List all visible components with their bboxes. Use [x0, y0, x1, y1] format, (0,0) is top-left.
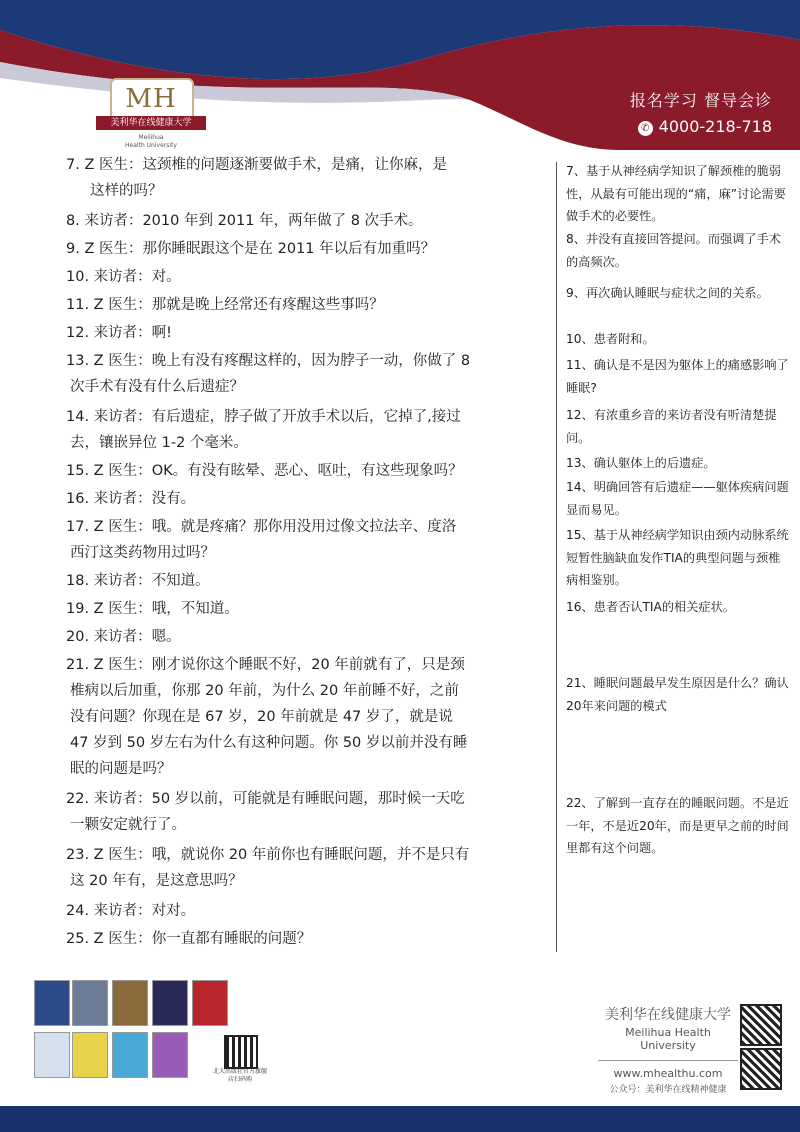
dialogue-line: 15. Z 医生：OK。有没有眩晕、恶心、呕吐，有这些现象吗？ [66, 463, 463, 479]
annotation-note: 10、患者附和。 [566, 332, 655, 346]
dialogue-line: 17. Z 医生：哦。就是疼痛？那你用没用过像文拉法辛、度洛 [66, 519, 457, 535]
footer-wechat: 公众号：美利华在线精神健康 [609, 1085, 727, 1095]
dialogue-line: 16. 来访者：没有。 [66, 491, 196, 507]
dialogue-line: 没有问题？你现在是 67 岁，20 年前就是 47 岁了，就是说 [70, 709, 453, 725]
page-header [0, 0, 800, 160]
footer-website[interactable]: www.mhealthu.com [613, 1067, 723, 1080]
dialogue-line: 11. Z 医生：那就是晚上经常还有疼醒这些事吗？ [66, 297, 384, 313]
annotation-note: 8、并没有直接回答提问。而强调了手术的高频次。 [566, 232, 781, 269]
dialogue-line: 18. 来访者：不知道。 [66, 573, 210, 589]
annotation-note: 22、了解到一直存在的睡眠问题。不是近一年，不是近20年，而是更早之前的时间里都有这个问题。 [566, 796, 789, 855]
dialogue-line: 次手术有没有什么后遗症？ [70, 379, 244, 395]
dialogue-line: 7. Z 医生：这颈椎的问题逐渐要做手术，是痛，让你麻，是 [66, 157, 447, 173]
book-cover[interactable] [112, 1032, 148, 1078]
footer-university-name: 美利华在线健康大学 [605, 1007, 731, 1023]
book-cover[interactable] [152, 980, 188, 1026]
dialogue-line: 25. Z 医生：你一直都有睡眠的问题？ [66, 931, 312, 947]
dialogue-line: 19. Z 医生：哦，不知道。 [66, 601, 239, 617]
annotation-note: 13、确认躯体上的后遗症。 [566, 456, 716, 470]
annotation-note: 14、明确回答有后遗症——躯体疾病问题显而易见。 [566, 480, 789, 517]
dialogue-line: 22. 来访者：50 岁以前，可能就是有睡眠问题，那时候一天吃 [66, 791, 465, 807]
annotation-note: 21、睡眠问题最早发生原因是什么？确认20年来问题的模式 [566, 676, 789, 713]
annotation-note: 15、基于从神经病学知识由颈内动脉系统短暂性脑缺血发作TIA的典型问题与颈椎病相鉴别。 [566, 528, 789, 587]
logo-sub-line2: Health University [125, 142, 177, 149]
dialogue-line: 眠的问题是吗？ [70, 761, 172, 777]
dialogue-line: 9. Z 医生：那你睡眠跟这个是在 2011 年以后有加重吗？ [66, 241, 436, 257]
header-slogan: 报名学习 督导会诊 [629, 91, 772, 110]
annotation-note: 16、患者否认TIA的相关症状。 [566, 600, 735, 614]
qr-code-icon[interactable] [740, 1048, 782, 1090]
footer-info [598, 1004, 738, 1095]
bottom-bar [0, 1106, 800, 1132]
book-cover[interactable] [72, 1032, 108, 1078]
dialogue-line: 12. 来访者：啊! [66, 325, 172, 341]
dialogue-line: 这样的吗？ [90, 183, 163, 199]
logo-ribbon: 美利华在线健康大学 [96, 116, 206, 130]
dialogue-line: 24. 来访者：对对。 [66, 903, 196, 919]
qr-code-icon[interactable] [740, 1004, 782, 1046]
dialogue-line: 20. 来访者：嗯。 [66, 629, 181, 645]
dialogue-line: 这 20 年有，是这意思吗？ [70, 873, 243, 889]
dialogue-line: 13. Z 医生：晚上有没有疼醒这样的，因为脖子一动，你做了 8 [66, 353, 471, 369]
store-qr-caption: 北大出版社官方旗舰 店扫码购 [212, 1068, 267, 1083]
logo-sub-line1: Meilihua [138, 134, 164, 141]
dialogue-line: 8. 来访者：2010 年到 2011 年，两年做了 8 次手术。 [66, 213, 423, 229]
header-phone[interactable] [630, 117, 772, 136]
header-contact [630, 88, 772, 136]
dialogue-line: 10. 来访者：对。 [66, 269, 181, 285]
book-thumbnails [34, 980, 274, 1090]
store-qr-code[interactable] [224, 1035, 258, 1069]
book-cover[interactable] [152, 1032, 188, 1078]
book-cover[interactable] [112, 980, 148, 1026]
dialogue-line: 47 岁到 50 岁左右为什么有这种问题。你 50 岁以前并没有睡 [70, 735, 468, 751]
dialogue-line: 西汀这类药物用过吗？ [70, 545, 215, 561]
book-cover[interactable] [192, 980, 228, 1026]
annotation-note: 11、确认是不是因为躯体上的痛感影响了睡眠? [566, 358, 789, 395]
dialogue-line: 一颗安定就行了。 [70, 817, 186, 833]
dialogue-line: 23. Z 医生：哦，就说你 20 年前你也有睡眠问题，并不是只有 [66, 847, 470, 863]
phone-number: 4000-218-718 [658, 117, 772, 136]
annotation-note: 12、有浓重乡音的来访者没有听清楚提问。 [566, 408, 777, 445]
book-cover[interactable] [72, 980, 108, 1026]
dialogue-line: 去，镶嵌异位 1-2 个毫米。 [70, 435, 248, 451]
footer-university-en: Meilihua Health University [625, 1026, 711, 1052]
logo-subtitle [96, 134, 206, 150]
dialogue-line: 21. Z 医生：刚才说你这个睡眠不好，20 年前就有了，只是颈 [66, 657, 465, 673]
book-cover[interactable] [34, 1032, 70, 1078]
annotation-note: 9、再次确认睡眠与症状之间的关系。 [566, 286, 769, 300]
column-divider [556, 162, 557, 952]
footer-divider [598, 1060, 738, 1061]
dialogue-line: 14. 来访者：有后遗症，脖子做了开放手术以后，它掉了,接过 [66, 409, 461, 425]
annotation-note: 7、基于从神经病学知识了解颈椎的脆弱性，从最有可能出现的“痛，麻”讨论需要做手术的必要性。 [566, 164, 786, 223]
dialogue-line: 椎病以后加重，你那 20 年前，为什么 20 年前睡不好，之前 [70, 683, 459, 699]
university-logo [96, 78, 206, 158]
book-cover[interactable] [34, 980, 70, 1026]
logo-mark: MH [125, 84, 177, 114]
phone-icon: ✆ [638, 121, 653, 136]
